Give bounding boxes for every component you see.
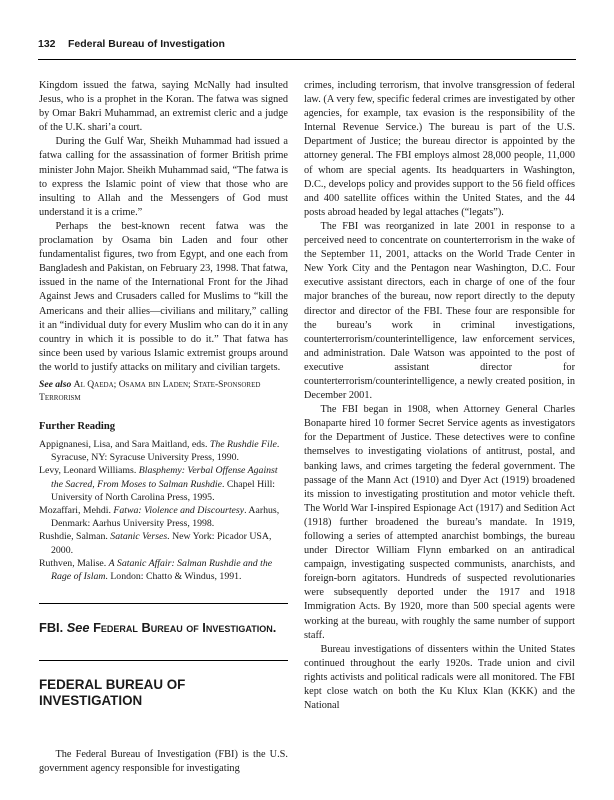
reference-item bbox=[39, 464, 288, 504]
paragraph: Bureau investigations of dissenters within the United States continued throughout the early 1920s. Trade union and civil rights activists and political radicals were all monitored. The FBI kept close watch on both the Ku Klux Klan (KKK) and the National bbox=[304, 643, 575, 712]
page-number: 132 bbox=[38, 38, 56, 50]
header-rule bbox=[38, 59, 576, 60]
reference-item bbox=[39, 504, 288, 530]
running-header bbox=[38, 38, 578, 50]
reference-publisher: . New York: Picador USA, 2000. bbox=[51, 531, 272, 556]
paragraph: The Federal Bureau of Investigation (FBI) is the U.S. government agency responsible for investigating bbox=[39, 748, 288, 774]
right-column bbox=[304, 79, 575, 713]
running-title: Federal Bureau of Investigation bbox=[68, 38, 225, 50]
reference-item bbox=[39, 557, 288, 583]
paragraph: During the Gulf War, Sheikh Muhammad had issued a fatwa calling for the assassination of former British prime minister John Major. Sheikh Muhammad said, “The fatwa is to express the Islamic point of view that those who are insulting to Allah and the Messengers of God must understand it is a crime.” bbox=[39, 136, 288, 218]
reference-publisher: . Aarhus, Denmark: Aarhus University Press, 1998. bbox=[51, 505, 280, 530]
left-column bbox=[39, 79, 288, 776]
paragraph: The FBI was reorganized in late 2001 in response to a perceived need to concentrate on counterterrorism in the wake of the September 11, 2001, attacks on the World Trade Center in New York City and the Pentagon near Washington, D.C. Four executive assistant directors, each in charge of one of the four major branches of the bureau, now report directly to the deputy director and director of the FBI. These four are responsible for the bureau’s work in criminal investigations, counterterrorism/counterintelligence, law enforcement services, and administration. Dale Watson was appointed to the post of executive assistant director for counterterrorism/counterintelligence, a newly created position, in December 2001. bbox=[304, 220, 575, 402]
reference-title: A Satanic Affair: Salman Rushdie and the Rage of Islam bbox=[51, 557, 273, 583]
fbi-entry-see: See bbox=[66, 620, 90, 636]
paragraph: The FBI began in 1908, when Attorney General Charles Bonaparte hired 10 former Secret Service agents as investigators for the Department of Justice. These detectives were to confine themselves to investigating violations of antitrust, postal, and banking laws, and crimes targeting the federal government. The passage of the Mann Act (1910) and Dyer Act (1919) broadened its mission to investigating prostitution and motor vehicle theft. The World War I-inspired Espionage Act (1917) and Sedition Act (1918) further broadened the bureau’s mandate. In 1919, following a series of attempted anarchist bombings, the bureau under Director William Flynn embarked on an antiradical campaign, investigating suspected communists, anarchists, and foreign-born agitators. Hundreds of suspected revolutionaries were subsequently deported under the 1917 and 1918 Immigration Acts. By 1920, more than 500 special agents were working at the bureau, with roughly the same number of support staff. bbox=[304, 404, 575, 641]
reference-publisher: . Syracuse, NY: Syracuse University Press, 1990. bbox=[51, 439, 280, 464]
further-reading-heading: Further Reading bbox=[39, 420, 116, 432]
reference-author: Mozaffari, Mehdi. bbox=[39, 505, 114, 517]
paragraph: crimes, including terrorism, that involve transgression of federal law. (A very few, specific federal crimes are investigated by other agencies, for example, tax evasion is the responsibility of the Internal Revenue Service.) The bureau is part of the U.S. Department of Justice; the bureau director is appointed by the attorney general. The FBI employs almost 28,000 people, 11,000 of whom are special agents. Its headquarters in Washington, D.C., develops policy and provides support to the 56 field offices and 400 satellite offices within the United States, and the 44 posts abroad headed by legal attaches (“legats”). bbox=[304, 80, 575, 218]
reference-item bbox=[39, 530, 288, 556]
reference-author: Levy, Leonard Williams. bbox=[39, 465, 139, 477]
reference-list bbox=[39, 438, 288, 583]
reference-author: Appignanesi, Lisa, and Sara Maitland, eds. bbox=[39, 439, 210, 451]
reference-title: The Rushdie File bbox=[209, 439, 277, 451]
reference-publisher: . Chapel Hill: University of North Carolina Press, 1995. bbox=[51, 478, 276, 503]
reference-title: Blasphemy: Verbal Offense Against the Sacred, From Moses to Salman Rushdie bbox=[51, 465, 278, 490]
paragraph: Perhaps the best-known recent fatwa was the proclamation by Osama bin Laden and four other fundamentalist figures, two from Egypt, and one each from Bangladesh and Pakistan, on February 23, 1998. That fatwa, issued in the name of the International Front for the Jihad Against Jews and Crusaders called for Muslims to “kill the Americans and their allies—civilians and military,” calling it an “individual duty for every Muslim who can do it in any country in which it is possible to do it.” That fatwa has since been used by various Islamic extremist groups around the world to justify attacks on military and civilian targets. bbox=[39, 220, 288, 373]
fbi-entry-head: FBI. bbox=[39, 620, 64, 636]
see-also bbox=[39, 378, 288, 404]
paragraph: Kingdom issued the fatwa, saying McNally had insulted Jesus, who is a prophet in the Koran. The fatwa was signed by Omar Bakri Muhammad, an extremist cleric and a judge of the U.K. shari’a court. bbox=[39, 80, 288, 134]
reference-author: Rushdie, Salman. bbox=[39, 531, 111, 543]
reference-author: Ruthven, Malise. bbox=[39, 557, 109, 569]
federal-bureau-entry-title: FEDERAL BUREAU OF INVESTIGATION bbox=[39, 660, 288, 710]
fbi-entry-title bbox=[39, 603, 288, 636]
reference-item bbox=[39, 438, 288, 464]
see-also-label: See also bbox=[39, 378, 72, 390]
see-also-refs: Al Qaeda; Osama bin Laden; State-Sponsored Terrorism bbox=[39, 378, 261, 403]
reference-title: Satanic Verses bbox=[110, 531, 168, 543]
reference-publisher: . London: Chatto & Windus, 1991. bbox=[105, 571, 242, 583]
fbi-entry-target: Federal Bureau of Investigation. bbox=[93, 620, 277, 636]
reference-title: Fatwa: Violence and Discourtesy bbox=[113, 505, 245, 517]
